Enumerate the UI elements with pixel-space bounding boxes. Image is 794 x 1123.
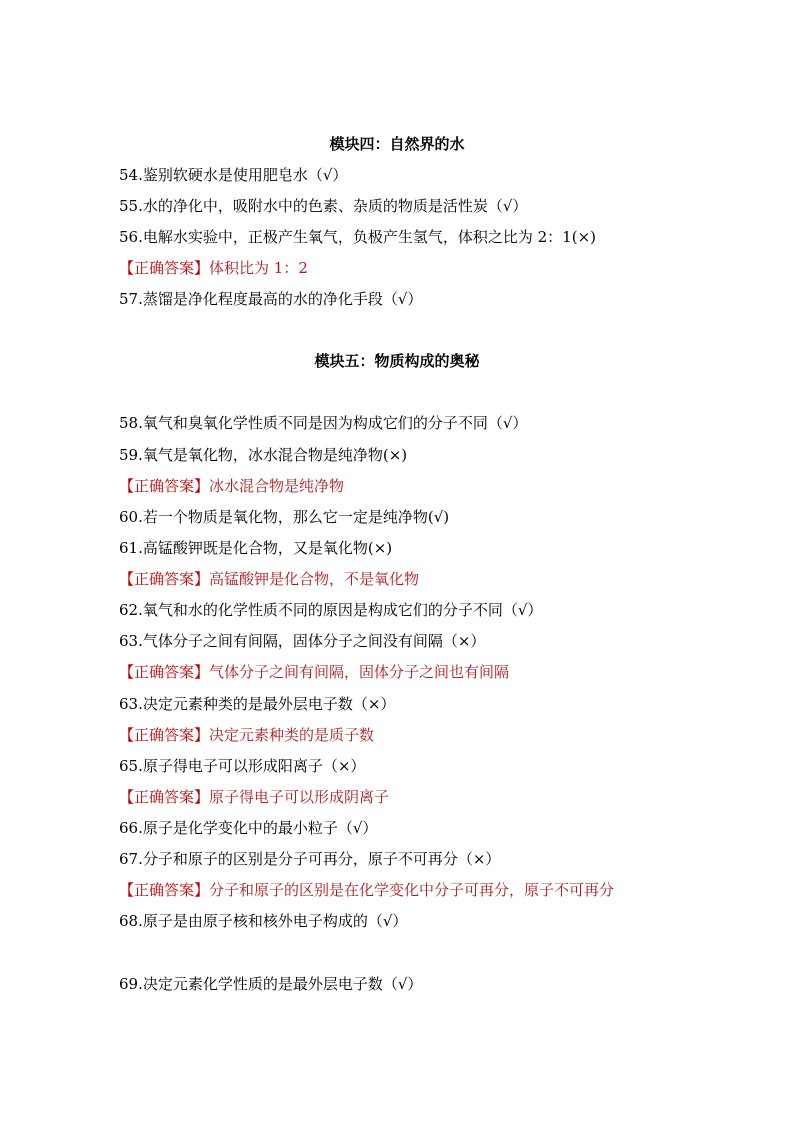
answer-tag: 【正确答案】: [119, 663, 210, 681]
answer-tag: 【正确答案】: [119, 477, 210, 495]
question-65: 65.原子得电子可以形成阳离子（×）: [119, 757, 366, 775]
question-60: 60.若一个物质是氧化物，那么它一定是纯净物(√): [119, 508, 450, 526]
answer-59: [119, 476, 344, 496]
answer-text: 冰水混合物是纯净物: [209, 477, 345, 495]
question-54: 54.鉴别软硬水是使用肥皂水（√）: [119, 166, 348, 184]
answer-tag: 【正确答案】: [119, 726, 210, 744]
answer-text: 高锰酸钾是化合物，不是氧化物: [209, 570, 420, 588]
answer-tag: 【正确答案】: [119, 788, 210, 806]
question-56: 56.电解水实验中，正极产生氧气，负极产生氢气，体积之比为 2：1(×): [119, 228, 596, 246]
question-63b: 63.决定元素种类的是最外层电子数（×）: [119, 695, 396, 713]
answer-65: [119, 787, 389, 807]
answer-56: [119, 258, 308, 278]
question-63a: 63.气体分子之间有间隔，固体分子之间没有间隔（×）: [119, 632, 486, 650]
answer-text: 气体分子之间有间隔，固体分子之间也有间隔: [209, 663, 510, 681]
answer-tag: 【正确答案】: [119, 570, 210, 588]
question-58: 58.氧气和臭氧化学性质不同是因为构成它们的分子不同（√）: [119, 414, 528, 432]
answer-63a: [119, 662, 509, 682]
answer-63b: [119, 725, 374, 745]
answer-67: [119, 880, 614, 900]
question-67: 67.分子和原子的区别是分子可再分，原子不可再分（×）: [119, 850, 501, 868]
question-66: 66.原子是化学变化中的最小粒子（√）: [119, 819, 378, 837]
module5-heading: 模块五：物质构成的奥秘: [314, 352, 480, 370]
question-57: 57.蒸馏是净化程度最高的水的净化手段（√）: [119, 290, 423, 308]
answer-text: 决定元素种类的是质子数: [209, 726, 375, 744]
module4-heading: 模块四：自然界的水: [329, 135, 465, 153]
answer-text: 原子得电子可以形成阴离子: [209, 788, 390, 806]
question-61: 61.高锰酸钾既是化合物，又是氧化物(×): [119, 539, 393, 557]
answer-text: 体积比为 1：2: [209, 259, 308, 277]
answer-tag: 【正确答案】: [119, 881, 210, 899]
answer-61: [119, 569, 419, 589]
answer-text: 分子和原子的区别是在化学变化中分子可再分，原子不可再分: [209, 881, 615, 899]
question-55: 55.水的净化中，吸附水中的色素、杂质的物质是活性炭（√）: [119, 197, 528, 215]
question-59: 59.氧气是氧化物，冰水混合物是纯净物(×): [119, 446, 408, 464]
question-68: 68.原子是由原子核和核外电子构成的（√）: [119, 912, 408, 930]
question-69: 69.决定元素化学性质的是最外层电子数（√）: [119, 975, 423, 993]
answer-tag: 【正确答案】: [119, 259, 210, 277]
question-62: 62.氧气和水的化学性质不同的原因是构成它们的分子不同（√）: [119, 601, 543, 619]
